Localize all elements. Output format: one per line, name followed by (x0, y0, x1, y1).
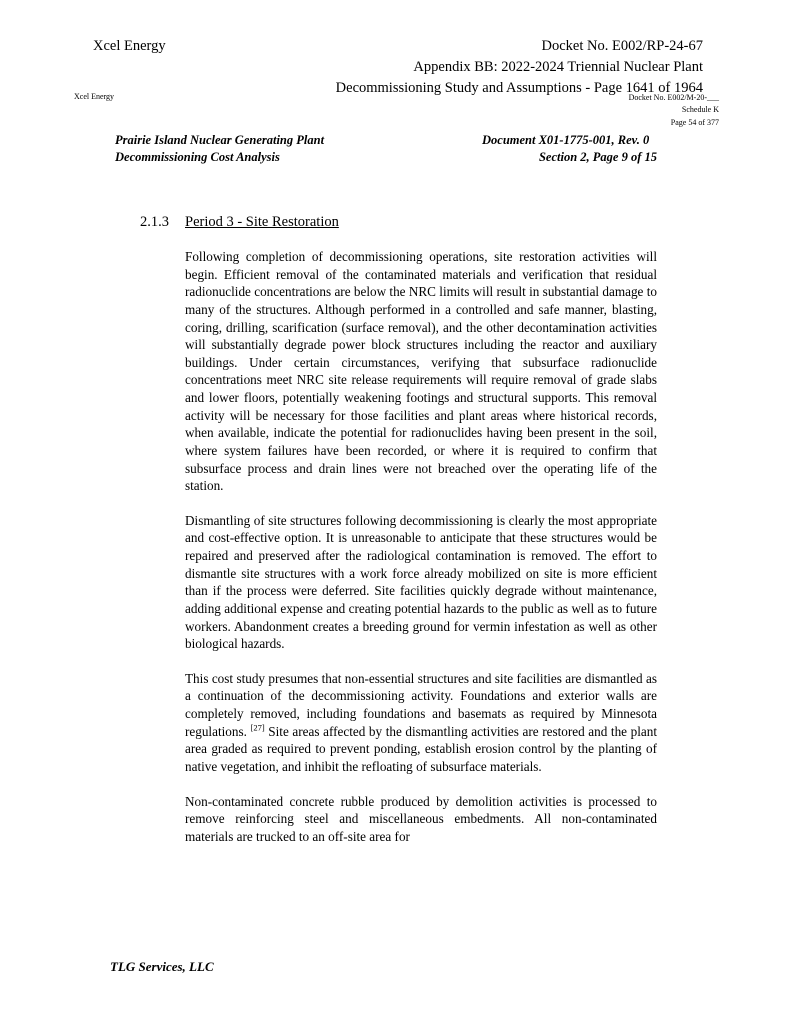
section-title: Period 3 - Site Restoration (185, 214, 339, 230)
secondary-header-page: Page 54 of 377 (670, 117, 719, 127)
section-number: 2.1.3 (140, 214, 169, 230)
paragraph-3-after: Site areas affected by the dismantling activities are restored and the plant area graded as required to prevent ponding, establish erosion control by the planting of native vegetation, and inhibit the refloating of subsurface materials. (185, 723, 658, 774)
secondary-header-company: Xcel Energy (74, 92, 115, 101)
document-title-left (115, 132, 324, 166)
plant-name: Prairie Island Nuclear Generating Plant (115, 133, 325, 147)
paragraph-2: Dismantling of site structures following decommissioning is clearly the most appropriate and cost-effective option. It is unreasonable to anticipate that these structures would be repaired and preserved after the radiological contamination is removed. The effort to dismantle site structures with a work force already mobilized on site is more efficient than if the process were deferred. Site facilities quickly degrade without maintenance, adding additional expense and creating potential hazards to the public as well as to future workers. Abandonment creates a breeding ground for vermin infestation as well as other biological hazards. (185, 512, 657, 652)
paragraph-3 (185, 670, 657, 776)
paragraph-4: Non-contaminated concrete rubble produced by demolition activities is processed to remove reinforcing steel and miscellaneous embedments. All non-contaminated materials are trucked to an off-site area for (185, 793, 657, 844)
analysis-name: Decommissioning Cost Analysis (115, 149, 280, 164)
secondary-header-schedule: Schedule K (681, 105, 719, 115)
section-heading (140, 214, 339, 231)
filing-header-docket: Docket No. E002/RP-24-67 (541, 38, 703, 54)
filing-header-right (336, 36, 703, 99)
document-body (185, 248, 657, 845)
paragraph-1: Following completion of decommissioning operations, site restoration activities will begin. Efficient removal of the contaminated materials and verification that residual radionuclide concentrations are below the NRC limits will result in substantial damage to many of the structures. Although performed in a controlled and safe manner, blasting, coring, drilling, scarification (surface removal), and the other decontamination activities will substantially degrade power block structures including the reactor and auxiliary buildings. Under certain circumstances, verifying that subsurface radionuclide concentrations meet NRC site release requirements will require removal of grade slabs and lower floors, potentially weakening footings and structural supports. This removal activity will be necessary for those facilities and plant areas where historical records, when available, indicate the potential for radionuclides having been present in the soil, where system failures have been recorded, or where it is required to confirm that subsurface process and drain lines were not breached over the operating life of the station. (185, 249, 657, 494)
page-footer: TLG Services, LLC (110, 959, 214, 974)
paragraph-3-before: This cost study presumes that non-essential structures and site facilities are dismantled as a continuation of the decommissioning activity. Foundations and exterior walls are completely removed, including foundations and basemats as required by Minnesota regulations. (185, 670, 657, 739)
filing-header (0, 18, 791, 97)
filing-header-appendix-line2: Decommissioning Study and Assumptions - Page 1641 of 1964 (335, 80, 703, 97)
document-section-page: Section 2, Page 9 of 15 (538, 149, 657, 164)
secondary-header-right (629, 92, 719, 129)
secondary-header-docket: Docket No. E002/M-20-___ (628, 93, 719, 102)
document-number: Document X01-1775-001, Rev. 0 (482, 133, 650, 147)
filing-header-appendix-line1: Appendix BB: 2022-2024 Triennial Nuclear Plant (413, 59, 703, 76)
footnote-marker[interactable]: [27] (250, 722, 265, 733)
filing-header-company: Xcel Energy (93, 38, 166, 54)
document-title-right (482, 132, 657, 166)
